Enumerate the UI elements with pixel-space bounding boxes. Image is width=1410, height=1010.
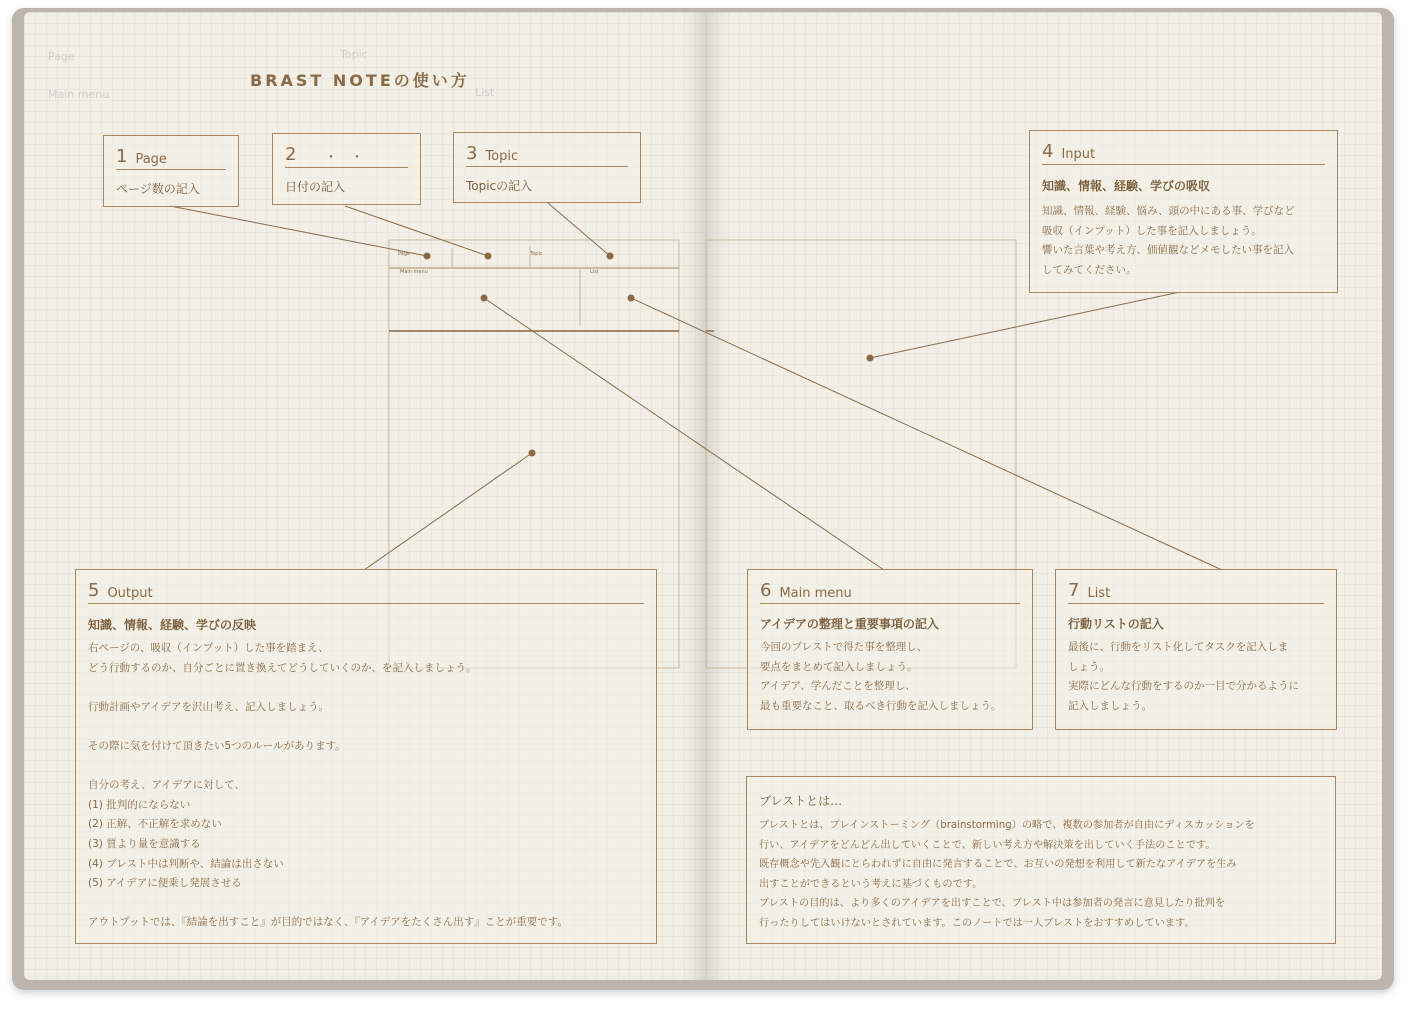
- about-body: [759, 816, 1325, 934]
- callout-header: [285, 142, 408, 168]
- body-line: [88, 894, 646, 914]
- body-line: 行動計画やアイデアを沢山考え、記入しましょう。: [88, 700, 330, 713]
- body-line: (3) 質より量を意識する: [88, 837, 201, 850]
- body-line: アウトプットでは、『結論を出すこと』が目的ではなく、『アイデアをたくさん出す』ことが重要です。: [88, 916, 568, 929]
- body-line: ブレストとは、ブレインストーミング（brainstorming）の略で、複数の参加者が自由にディスカッションを: [759, 820, 1255, 831]
- callout-subtitle: 知識、情報、経験、学びの吸収: [1042, 179, 1211, 193]
- mini-list-label: List: [590, 269, 599, 275]
- body-line: 記入しましょう。: [1068, 699, 1152, 712]
- body-line: 響いた言葉や考え方、価値観などメモしたい事を記入: [1042, 244, 1294, 257]
- body-line: どう行動するのか、自分ごとに置き換えてどうしていくのか、を記入しましょう。: [88, 661, 477, 674]
- page-title: BRAST NOTEの使い方: [250, 71, 470, 90]
- body-line: ブレストの目的は、より多くのアイデアを出すことで、ブレスト中は参加者の発言に意見したり批判を: [759, 898, 1226, 910]
- callout-number: 3: [466, 143, 478, 164]
- mini-page-label: Page: [398, 251, 411, 257]
- callout-number: 1: [116, 146, 128, 167]
- body-line: (5) アイデアに便乗し発展させる: [88, 877, 242, 890]
- callout-header: [1068, 578, 1324, 604]
- callout-number: 5: [88, 580, 100, 601]
- callout-description: 日付の記入: [285, 180, 346, 194]
- marker-dot-2: [485, 253, 492, 260]
- body-line: 吸収（インプット）した事を記入しましょう。: [1042, 224, 1262, 237]
- callout-body: [88, 639, 646, 933]
- body-line: しょう。: [1068, 660, 1110, 673]
- body-line: 実際にどんな行動をするのか一目で分かるように: [1068, 680, 1299, 693]
- callout-label: Input: [1061, 147, 1096, 162]
- body-line: 既存概念や先入観にとらわれずに自由に発言することで、お互いの発想を利用して新たなアイデアを生み: [759, 859, 1237, 871]
- body-line: 最も重要なこと、取るべき行動を記入しましょう。: [760, 699, 1002, 712]
- body-line: してみてください。: [1042, 263, 1137, 276]
- leader-line-6: [484, 298, 884, 570]
- callout-date: [272, 133, 421, 205]
- callout-label: ・ ・: [324, 150, 364, 165]
- callout-number: 4: [1042, 141, 1054, 162]
- callout-number: 6: [760, 580, 772, 601]
- body-line: [88, 678, 646, 698]
- leader-line-7: [631, 298, 1222, 570]
- callout-subtitle: 行動リストの記入: [1068, 617, 1164, 631]
- callout-subtitle: 知識、情報、経験、学びの反映: [88, 618, 257, 632]
- leader-line-2: [345, 206, 488, 256]
- callout-number: 2: [285, 144, 297, 165]
- marker-dot-6: [481, 295, 488, 302]
- callout-description: Topicの記入: [466, 179, 533, 193]
- leader-line-4: [870, 292, 1180, 358]
- body-line: 知識、情報、経験、悩み、頭の中にある事、学びなど: [1042, 205, 1295, 217]
- ghost-topic-label: Topic: [340, 48, 368, 61]
- mini-main-menu-label: Main menu: [400, 269, 428, 275]
- callout-body: [1042, 202, 1327, 280]
- body-line: 要点をまとめて記入しましょう。: [760, 660, 918, 673]
- body-line: その際に気を付けて頂きたい5つのルールがあります。: [88, 739, 346, 752]
- body-line: 自分の考え、アイデアに対して、: [88, 779, 245, 792]
- body-line: (4) ブレスト中は判断や、結論は出さない: [88, 857, 284, 870]
- marker-dot-1: [424, 253, 431, 260]
- callout-header: [760, 578, 1020, 604]
- body-line: [88, 757, 646, 777]
- callout-number: 7: [1068, 580, 1080, 601]
- callout-label: Page: [135, 152, 167, 167]
- about-title: ブレストとは…: [759, 794, 843, 808]
- marker-dot-4: [867, 355, 874, 362]
- callout-body: [760, 638, 1022, 716]
- callout-body: [1068, 638, 1326, 716]
- callout-page: [103, 135, 239, 207]
- mini-topic-label: Topic: [530, 251, 543, 257]
- marker-dot-5: [529, 450, 536, 457]
- ghost-page-label: Page: [48, 50, 75, 63]
- callout-header: [88, 578, 644, 604]
- body-line: 右ページの、吸収（インプット）した事を踏まえ、: [88, 642, 329, 654]
- callout-input: [1029, 130, 1338, 293]
- ghost-list-label: List: [475, 86, 495, 99]
- leader-line-1: [170, 206, 427, 256]
- callout-header: [466, 141, 628, 167]
- callout-label: Output: [107, 586, 153, 601]
- body-line: 行ったりしてはいけないとされています。このノートでは一人ブレストをおすすめしています。: [759, 917, 1195, 929]
- ghost-main-menu-label: Main menu: [48, 88, 110, 101]
- callout-output: [75, 569, 657, 944]
- callout-header: [1042, 139, 1325, 165]
- marker-dot-3: [607, 253, 614, 260]
- body-line: [88, 717, 646, 737]
- callout-label: Main menu: [779, 586, 852, 601]
- callout-subtitle: アイデアの整理と重要事項の記入: [760, 617, 939, 631]
- marker-dot-7: [628, 295, 635, 302]
- body-line: (2) 正解、不正解を求めない: [88, 818, 222, 831]
- leader-line-3: [548, 203, 610, 256]
- callout-label: Topic: [485, 149, 519, 164]
- callout-list: [1055, 569, 1337, 730]
- about-brainstorming: [746, 776, 1336, 944]
- callout-main-menu: [747, 569, 1033, 730]
- body-line: 今回のブレストで得た事を整理し、: [760, 641, 928, 653]
- callout-label: List: [1087, 586, 1111, 601]
- callout-description: ページ数の記入: [116, 182, 200, 196]
- callout-header: [116, 144, 226, 170]
- body-line: 最後に、行動をリスト化してタスクを記入しま: [1068, 641, 1289, 653]
- body-line: (1) 批判的にならない: [88, 798, 191, 811]
- body-line: 行い、アイデアをどんどん出していくことで、新しい考え方や解決策を出していく手法のことです。: [759, 839, 1216, 851]
- callout-topic: [453, 132, 641, 203]
- body-line: アイデア、学んだことを整理し、: [760, 680, 916, 693]
- body-line: 出すことができるという考えに基づくものです。: [759, 878, 983, 890]
